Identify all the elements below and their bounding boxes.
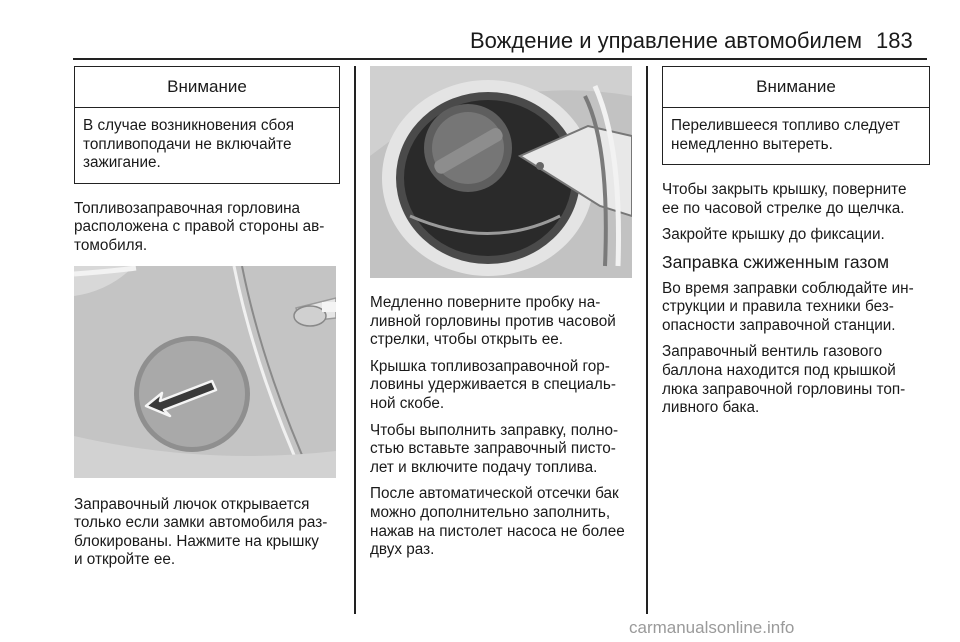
paragraph: После автоматической отсечки бак можно дополнительно заполнить, нажав на пистолет насоса не более двух раз. (370, 485, 625, 559)
paragraph: Заправочный вентиль газового баллона находится под крышкой люка заправочной горловины топ- ливного бака. (662, 343, 906, 417)
paragraph: Заправочный лючок открывается только если замки автомобиля раз- блокированы. Нажмите на крышку и откройте ее. (74, 495, 328, 569)
middle-column (370, 66, 636, 568)
fuel-cap-image (370, 66, 632, 278)
paragraph: Во время заправки соблюдайте ин- струкции и правила техники без- опасности заправочной станции. (662, 279, 914, 334)
page-header-title: Вождение и управление автомобилем (470, 28, 863, 53)
paragraph: Крышка топливозаправочной гор- ловины удерживается в специаль- ной скобе. (370, 357, 616, 412)
warning-title: Внимание (75, 67, 339, 108)
fuel-cap-illustration (370, 66, 632, 278)
left-column (74, 66, 340, 578)
paragraph: Закройте крышку до фиксации. (662, 226, 885, 244)
column-divider-left (354, 66, 356, 614)
paragraph: Чтобы выполнить заправку, полно- стью вставьте заправочный писто- лет и включите подачу топлива. (370, 421, 619, 476)
paragraph: Топливозаправочная горловина расположена с правой стороны ав- томобиля. (74, 199, 325, 254)
section-heading: Заправка сжиженным газом (662, 251, 889, 272)
warning-title: Внимание (663, 67, 929, 108)
warning-box (74, 66, 340, 184)
paragraph: Медленно поверните пробку на- ливной горловины против часовой стрелки, чтобы открыть ее. (370, 294, 616, 349)
watermark: carmanualsonline.info (629, 618, 795, 637)
fuel-flap-image (74, 266, 336, 478)
fuel-flap-illustration (74, 266, 336, 478)
page-number: 183 (876, 28, 913, 53)
warning-text: В случае возникновения сбоя топливоподачи не включайте зажигание. (83, 117, 295, 172)
warning-box (662, 66, 930, 165)
header-divider (73, 58, 927, 60)
paragraph: Чтобы закрыть крышку, поверните ее по часовой стрелке до щелчка. (662, 181, 907, 217)
column-divider-right (646, 66, 648, 614)
warning-text: Перелившееся топливо следует немедленно вытереть. (671, 117, 901, 153)
right-column (662, 66, 930, 426)
